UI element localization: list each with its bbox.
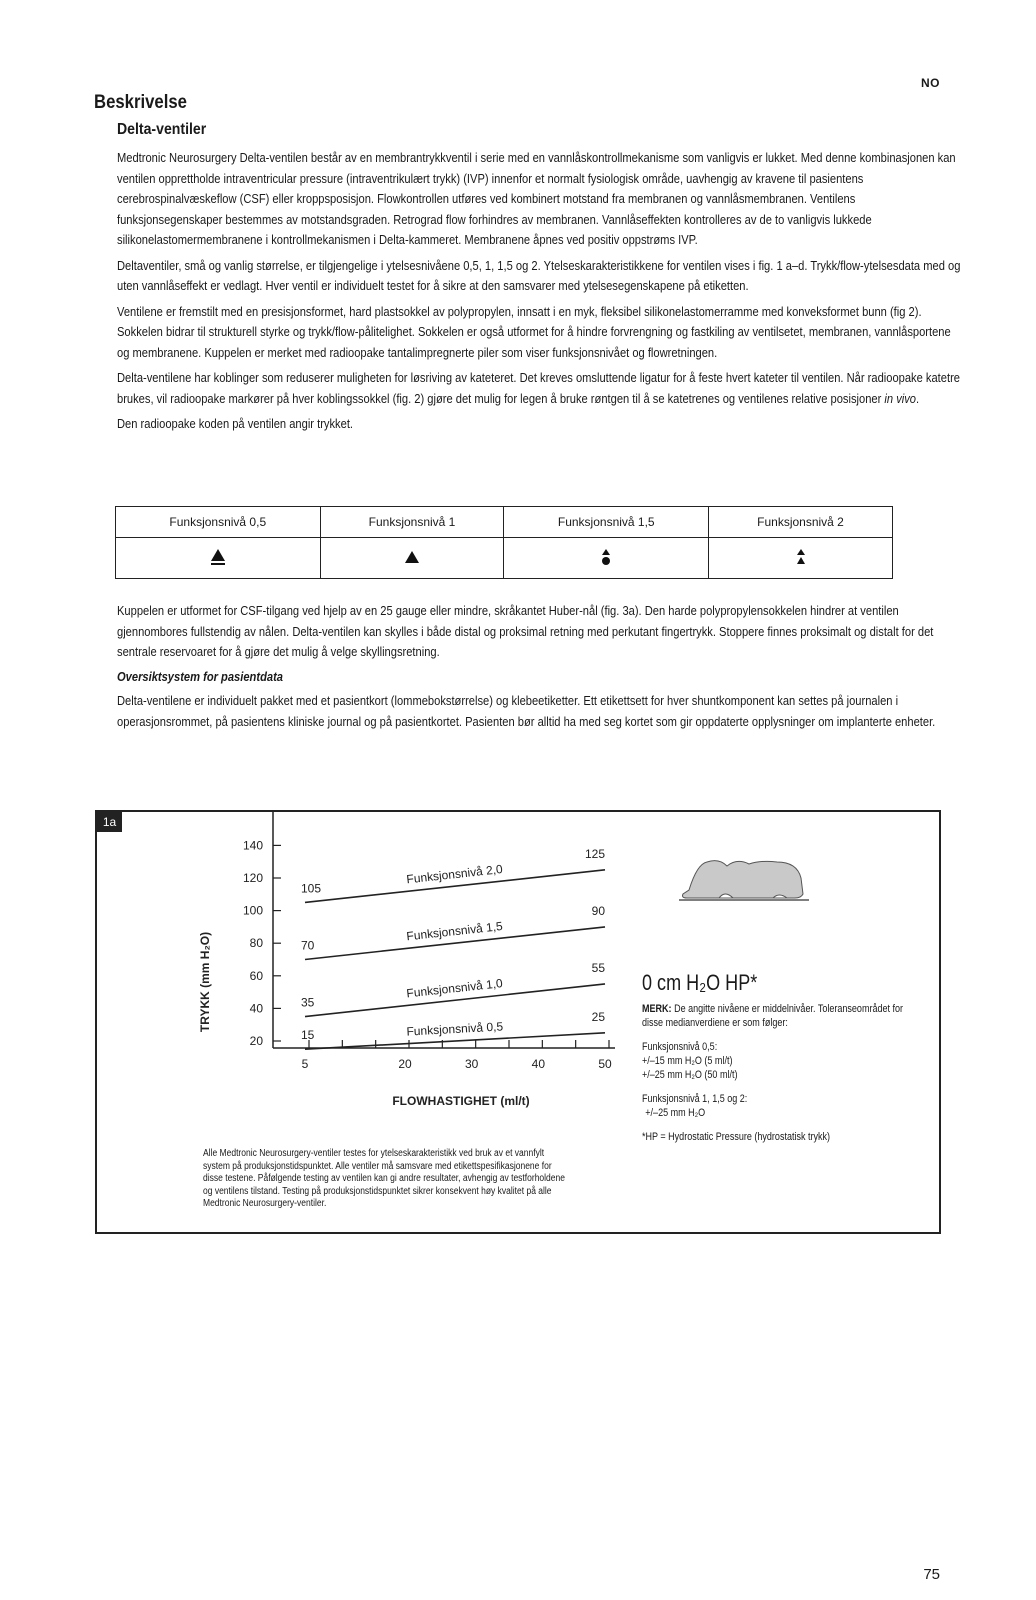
- x-tick-label: 20: [398, 1057, 412, 1071]
- subsection-title: Oversiktsystem for pasientdata: [117, 668, 283, 684]
- function-level-table: [115, 506, 893, 579]
- x-tick-label: 5: [301, 1057, 309, 1071]
- table-symbol-cell: [116, 538, 321, 579]
- series-end-label: 55: [591, 960, 605, 975]
- y-axis-label: TRYKK (mm H₂O): [198, 931, 212, 1033]
- y-tick-label: 80: [249, 936, 263, 951]
- paragraph: Medtronic Neurosurgery Delta-ventilen består av en membrantrykkventil i serie med en vannlåskontrollmekanisme som vanligvis er lukket. Med denne kombinasjonen kan ventilen opprettholde intraventricular pressure (intraventrikulært trykk) (IVP) innenfor et normalt fysiologisk område, uavhengig av kravene til pasientens cerebrospinalvæskeflow (CSF) eller kroppsposisjon. Flowkontrollen utføres ved kombinert motstand fra membranen og vannlåsmembranen. Ventilens funksjonsegenskaper bestemmes av motstandsgraden. Retrograd flow forhindres av membranen. Vannlåseffekten kontrolleres av de to vanligvis lukkede silikonelastomermembranene i kontrollmekanismen i Delta-kammeret. Membranene åpnes ved positiv oppstrøms IVP.: [117, 150, 956, 247]
- series-name-label: Funksjonsnivå 1,0: [405, 976, 504, 1001]
- section-heading: Beskrivelse: [94, 92, 187, 113]
- body-text: [117, 148, 967, 440]
- paragraph: Ventilene er fremstilt med en presisjonsformet, hard plastsokkel av polypropylen, innsatt i en myk, fleksibel silikonelastomerramme med konveksformet bunn (fig 2). Sokkelen bidrar til strukturell styrke og trykk/flow-pålitelighet. Sokkelen er også utformet for å hindre forvrengning og fastkiling av ventilsetet, membranen, vannlåsportene og membranene. Kuppelen er merket med radioopake tantalimpregnerte piler som viser funksjonsnivået og flowretningen.: [117, 303, 951, 360]
- triangle-with-bar-icon: [210, 548, 226, 566]
- series-end-label: 25: [591, 1009, 605, 1024]
- chart-series: [301, 847, 605, 1049]
- tolerance-other-label: Funksjonsnivå 1, 1,5 og 2:: [642, 1093, 748, 1105]
- tolerance-other: +/–25 mm H₂O: [645, 1107, 706, 1119]
- table-symbol-cell: [709, 538, 893, 579]
- figure-footnote: Alle Medtronic Neurosurgery-ventiler testes for ytelseskarakteristikk ved bruk av et vannfylt system på produksjonstidspunktet. Alle ventiler må samsvare med etikettspesifikasjonene for disse testene. Påfølgende testing av ventilen kan gi andre resultater, avhengig av testforholdene og ventilens tilstand. Testing på produksjonstidspunktet sikrer konsekvent høy kvalitet på alle Medtronic Neurosurgery-ventiler.: [203, 1148, 565, 1209]
- paragraph: Delta-ventilene er individuelt pakket med et pasientkort (lommebokstørrelse) og klebeetiketter. Ett etikettsett for hver shuntkomponent kan settes på journalen i operasjonsrommet, på pasientens kliniske journal og på pasientkortet. Pasienten bør alltid ha med seg kortet som gir oppdaterte opplysninger om implanterte enheter.: [117, 693, 936, 729]
- page-number: 75: [923, 1566, 940, 1583]
- triangle-over-dot-icon: [600, 548, 612, 566]
- table-header-cell: Funksjonsnivå 2: [709, 507, 893, 538]
- y-tick-label: 100: [242, 903, 263, 918]
- language-code: NO: [921, 76, 940, 90]
- series-start-label: 105: [301, 881, 322, 896]
- spacer: [642, 1030, 913, 1040]
- hp-definition: *HP = Hydrostatic Pressure (hydrostatisk trykk): [642, 1131, 831, 1143]
- triangle-icon: [404, 550, 420, 564]
- spacer: [642, 1082, 913, 1092]
- y-tick-label: 40: [249, 1001, 263, 1016]
- note-body: De angitte nivåene er middelnivåer. Toleranseområdet for disse medianverdiene er som følger:: [642, 1003, 904, 1029]
- series-end-label: 90: [591, 903, 605, 918]
- y-tick-label: 140: [242, 838, 263, 853]
- paragraph: Kuppelen er utformet for CSF-tilgang ved hjelp av en 25 gauge eller mindre, skråkantet Huber-nål (fig. 3a). Den harde polypropylensokkelen hindrer at ventilen gjennombores fullstendig av nålen. Delta-ventilen kan skylles i både distal og proksimal retning med perkutant fingertrykk. Stoppere finnes proksimalt og distalt for det sentrale reservoaret for å gjøre det mulig å velge skyllingsretning.: [117, 603, 934, 659]
- patient-lying-icon: [679, 861, 809, 900]
- table-symbol-cell: [504, 538, 709, 579]
- paragraph-text: Delta-ventilene har koblinger som reduserer muligheten for løsriving av kateteret. Det kreves omsluttende ligatur for å feste hvert kateter til ventilen. Når radioopake katetre brukes, vil radioopake markører på hver koblingssokkel (fig. 2) gjøre det mulig for legen å bruke røntgen til å se katetrenes og ventilenes relative posisjoner: [117, 370, 960, 406]
- table-header-cell: Funksjonsnivå 0,5: [116, 507, 321, 538]
- figure-1a: [95, 810, 941, 1234]
- table-header-row: [116, 507, 893, 538]
- series-start-label: 15: [301, 1028, 315, 1043]
- subsection-heading: Delta-ventiler: [117, 121, 207, 138]
- table-header-cell: Funksjonsnivå 1: [320, 507, 504, 538]
- x-tick-label: 30: [464, 1057, 479, 1071]
- figure-note: [642, 968, 912, 1144]
- note-label: MERK:: [642, 1003, 672, 1015]
- table-symbol-row: [116, 538, 893, 579]
- y-tick-label: 60: [249, 968, 263, 983]
- sentence-end: .: [916, 390, 920, 406]
- tolerance-05-label: Funksjonsnivå 0,5:: [642, 1041, 718, 1053]
- y-tick-label: 20: [249, 1034, 263, 1048]
- table-header-cell: Funksjonsnivå 1,5: [504, 507, 709, 538]
- paragraph: Den radioopake koden på ventilen angir trykket.: [117, 416, 354, 431]
- table-symbol-cell: [320, 538, 504, 579]
- in-vivo-term: in vivo: [884, 390, 917, 406]
- series-name-label: Funksjonsnivå 0,5: [406, 1019, 504, 1039]
- series-name-label: Funksjonsnivå 1,5: [405, 919, 504, 944]
- y-tick-label: 120: [242, 871, 263, 885]
- tolerance-05-a: +/–15 mm H₂O (5 ml/t): [642, 1055, 733, 1067]
- x-tick-label: 40: [531, 1057, 546, 1071]
- figure-tag: 1a: [97, 812, 122, 832]
- series-end-label: 125: [584, 846, 605, 861]
- x-tick-label: 50: [598, 1057, 612, 1071]
- paragraph: Deltaventiler, små og vanlig størrelse, er tilgjengelige i ytelsesnivåene 0,5, 1, 1,5 og 2. Ytelseskarakteristikkene for ventilen vises i fig. 1 a–d. Trykk/flow-ytelsesdata med og uten vannlåseffekt er vedlagt. Hver ventil er individuelt testet for å sikre at den samsvarer med ytelsesegenskapene på etiketten.: [117, 257, 961, 293]
- tolerance-05-b: +/–25 mm H₂O (50 ml/t): [642, 1069, 738, 1081]
- spacer: [642, 1120, 913, 1130]
- double-triangle-icon: [795, 548, 807, 566]
- series-start-label: 70: [301, 938, 315, 953]
- note-text: [642, 1002, 913, 1030]
- body-text-2: [117, 601, 967, 736]
- paragraph: [117, 368, 962, 409]
- x-axis-label: FLOWHASTIGHET (ml/t): [392, 1094, 530, 1108]
- hp-title: 0 cm H₂O HP*: [642, 970, 758, 995]
- series-start-label: 35: [301, 995, 315, 1010]
- series-name-label: Funksjonsnivå 2,0: [405, 861, 504, 887]
